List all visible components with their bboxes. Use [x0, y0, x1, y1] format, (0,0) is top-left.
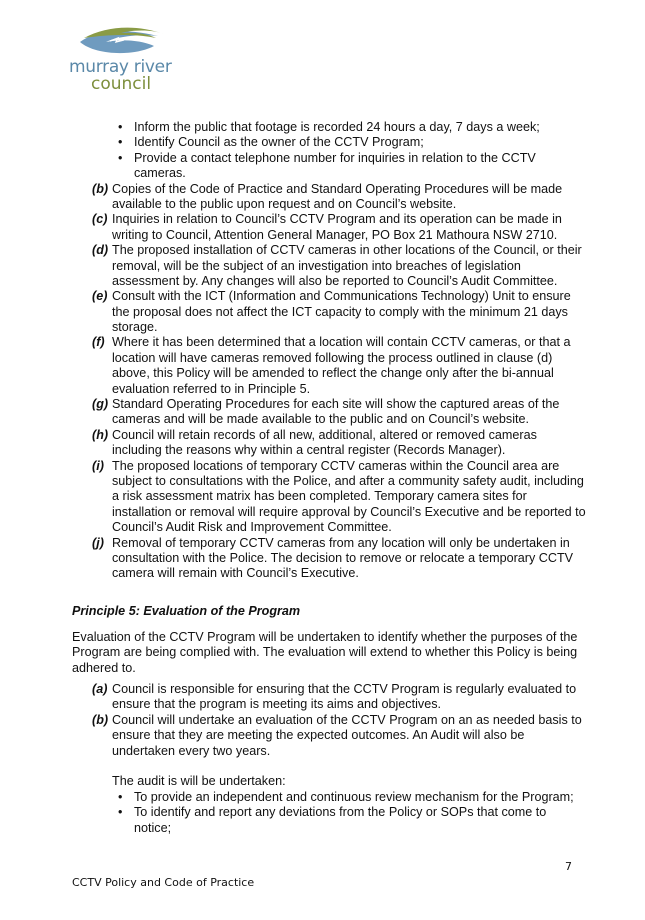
- logo-line-2: council: [91, 74, 152, 94]
- clause-text: location will have cameras removed following the process outlined in clause (d): [112, 350, 553, 365]
- clause-text: storage.: [112, 320, 158, 335]
- logo-line-1: murray river: [69, 57, 172, 77]
- clause-label: (b): [92, 712, 109, 727]
- clause-label: (j): [92, 535, 104, 550]
- clause-text: subject to consultations with the Police, and after a community safety audit, including: [112, 473, 584, 488]
- bullet-text: cameras.: [134, 166, 186, 181]
- clause-text: Council will undertake an evaluation of the CCTV Program on an as needed basis to: [112, 712, 582, 727]
- clause-text: evaluation referred to in Principle 5.: [112, 381, 311, 396]
- clause-text: writing to Council, Attention General Manager, PO Box 21 Mathoura NSW 2710.: [112, 227, 558, 242]
- audit-bullets: [0, 790, 645, 836]
- clause-text: Inquiries in relation to Council’s CCTV Program and its operation can be made in: [112, 212, 562, 227]
- clause-label: (b): [92, 181, 109, 196]
- clause-label: (h): [92, 427, 109, 442]
- clause-label: (e): [92, 289, 108, 304]
- clause-text: Council’s Audit Risk and Improvement Committee.: [112, 520, 392, 535]
- clause-label: (a): [92, 682, 108, 696]
- council-logo: [66, 24, 186, 96]
- section-heading: Principle 5: Evaluation of the Program: [72, 604, 301, 618]
- clause-text: Consult with the ICT (Information and Communications Technology) Unit to ensure: [112, 289, 571, 304]
- page-footer: CCTV Policy and Code of Practice: [72, 876, 255, 889]
- clause-text: camera will remain with Council’s Executive.: [112, 566, 359, 581]
- bullet-icon: •: [118, 150, 123, 165]
- clause-text: The proposed installation of CCTV cameras in other locations of the Council, or their: [112, 243, 582, 258]
- clause-label: (d): [92, 243, 109, 258]
- clause-list: [0, 120, 645, 582]
- clause-text: Standard Operating Procedures for each site will show the captured areas of the: [112, 397, 560, 412]
- audit-intro: The audit is will be undertaken:: [112, 774, 286, 788]
- clause-label: (i): [92, 458, 104, 473]
- clause-text: Council will retain records of all new, additional, altered or removed cameras: [112, 427, 537, 442]
- clause-text: Council is responsible for ensuring that the CCTV Program is regularly evaluated to: [112, 682, 577, 696]
- paragraph-text: Program are being complied with. The evaluation will extend to whether this Policy is being: [72, 645, 578, 660]
- clause-text: including the reasons why within a central register (Records Manager).: [112, 443, 506, 458]
- clause-text: The proposed locations of temporary CCTV cameras within the Council area are: [112, 458, 560, 473]
- bullet-text: Identify Council as the owner of the CCTV Program;: [134, 135, 424, 150]
- evaluation-intro: [0, 630, 645, 676]
- clause-label: (g): [92, 397, 109, 412]
- clause-text: Copies of the Code of Practice and Standard Operating Procedures will be made: [112, 181, 563, 196]
- bullet-text: notice;: [134, 820, 172, 835]
- bullet-text: Provide a contact telephone number for inquiries in relation to the CCTV: [134, 150, 536, 165]
- paragraph-text: adhered to.: [72, 660, 136, 675]
- clause-text: Where it has been determined that a location will contain CCTV cameras, or that a: [112, 335, 571, 350]
- bullet-text: To identify and report any deviations from the Policy or SOPs that come to: [134, 805, 547, 820]
- clause-text: ensure that the program is meeting its aims and objectives.: [112, 697, 441, 712]
- bullet-icon: •: [118, 790, 123, 804]
- page-number: 7: [565, 860, 572, 873]
- clause-label: (c): [92, 212, 108, 227]
- river-logo-icon: [66, 24, 186, 60]
- clause-text: a risk assessment matrix has been completed. Temporary camera sites for: [112, 489, 527, 504]
- clause-text: Removal of temporary CCTV cameras from any location will only be undertaken in: [112, 535, 570, 550]
- paragraph-text: Evaluation of the CCTV Program will be undertaken to identify whether the purposes of the: [72, 630, 578, 644]
- bullet-icon: •: [118, 805, 123, 820]
- clause-text: ensure that they are meeting the expected outcomes. An Audit will also be: [112, 728, 525, 743]
- clause-text: removal, will be the subject of an investigation into breaches of legislation: [112, 258, 521, 273]
- clause-text: above, this Policy will be amended to reflect the change only after the bi-annual: [112, 366, 554, 381]
- bullet-text: To provide an independent and continuous review mechanism for the Program;: [134, 790, 574, 804]
- clause-label: (f): [92, 335, 105, 350]
- clause-text: undertaken every two years.: [112, 743, 271, 758]
- bullet-icon: •: [118, 135, 123, 150]
- clause-text: installation or removal will require approval by Council’s Executive and be reported to: [112, 504, 586, 519]
- evaluation-clauses: [0, 682, 645, 759]
- clause-text: cameras and will be made available to the public and on Council’s website.: [112, 412, 530, 427]
- clause-text: assessment by. Any changes will also be reported to Council’s Audit Committee.: [112, 273, 558, 288]
- clause-text: available to the public upon request and on Council’s website.: [112, 196, 457, 211]
- clause-text: the proposal does not affect the ICT capacity to comply with the minimum 21 days: [112, 304, 568, 319]
- bullet-text: Inform the public that footage is recorded 24 hours a day, 7 days a week;: [134, 120, 540, 134]
- clause-text: consultation with the Police. The decision to remove or relocate a temporary CCTV: [112, 550, 574, 565]
- bullet-icon: •: [118, 120, 123, 134]
